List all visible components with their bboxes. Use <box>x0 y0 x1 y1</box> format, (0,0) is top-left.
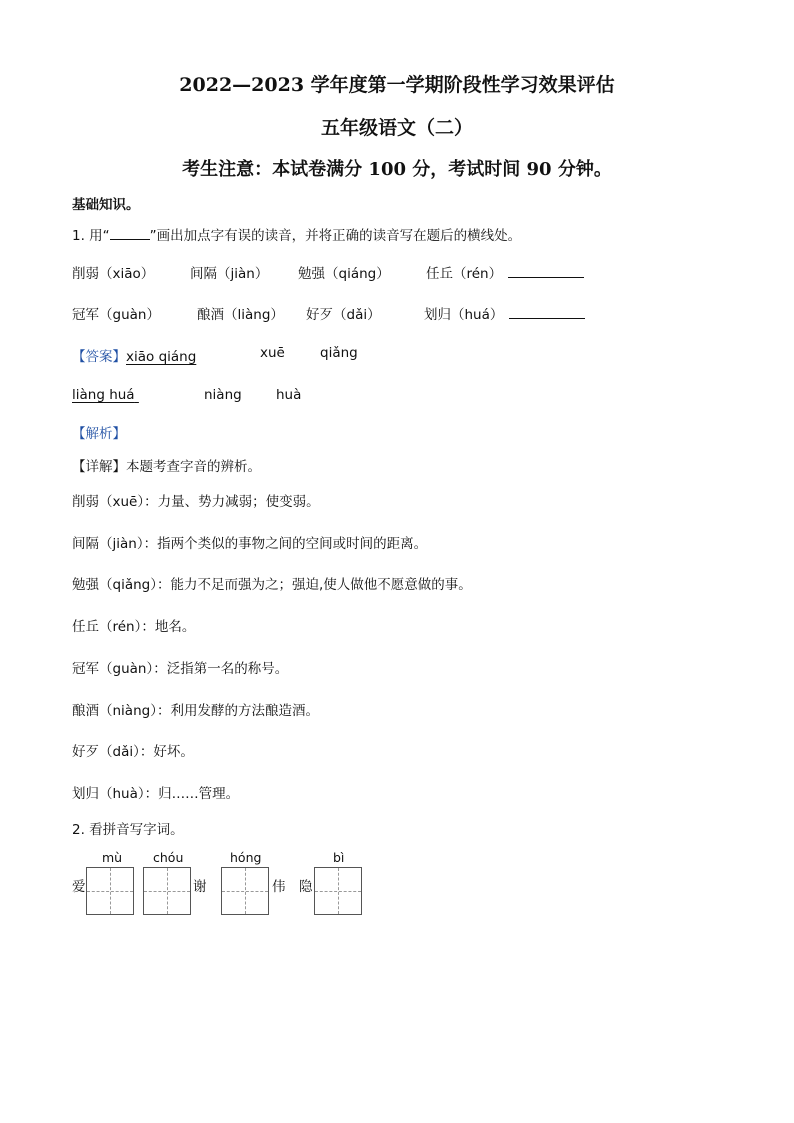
word-char: 隐 <box>299 879 313 895</box>
writing-box[interactable] <box>221 867 269 915</box>
analysis-item: 冠军（guàn）：泛指第一名的称号。 <box>72 661 289 677</box>
writing-box[interactable] <box>86 867 134 915</box>
analysis-item: 划归（huà）：归……管理。 <box>72 786 240 802</box>
q1-prompt: 1. 用“ ”画出加点字有误的读音，并将正确的读音写在题后的横线处。 <box>72 228 522 244</box>
analysis-label: 【解析】 <box>72 426 126 442</box>
word-char: 爱 <box>72 879 86 895</box>
answer-label: 【答案】 <box>72 349 126 365</box>
q1-item: 削弱（xiāo） <box>72 266 155 282</box>
section-heading: 基础知识。 <box>72 197 140 213</box>
analysis-item: 间隔（jiàn）：指两个类似的事物之间的空间或时间的距离。 <box>72 536 428 552</box>
answer-blank-line <box>508 265 584 278</box>
answer-line-1: 【答案】xiāo qiáng <box>72 349 197 365</box>
writing-box[interactable] <box>314 867 362 915</box>
answer-line-2: liàng huá <box>72 387 135 403</box>
q1-item: 勉强（qiáng） <box>298 266 390 282</box>
writing-box[interactable] <box>143 867 191 915</box>
exam-title: 2022—2023 学年度第一学期阶段性学习效果评估 <box>179 74 615 96</box>
q1-item: 酿酒（liàng） <box>197 307 284 323</box>
pinyin-label: hóng <box>230 850 262 865</box>
pinyin-label: mù <box>102 850 123 865</box>
analysis-item: 削弱（xuē）：力量、势力减弱；使变弱。 <box>72 494 320 510</box>
analysis-item: 酿酒（niàng）：利用发酵的方法酿造酒。 <box>72 703 319 719</box>
analysis-item: 任丘（rén）：地名。 <box>72 619 196 635</box>
q1-item: 好歹（dǎi） <box>306 307 381 323</box>
answer-item: huà <box>276 387 302 403</box>
pinyin-label: chóu <box>153 850 184 865</box>
q2-prompt: 2. 看拼音写字词。 <box>72 822 184 838</box>
q1-item: 划归（huá） <box>424 303 585 323</box>
pinyin-label: bì <box>333 850 345 865</box>
analysis-detail: 【详解】本题考查字音的辨析。 <box>72 459 261 475</box>
q1-item: 间隔（jiàn） <box>190 266 269 282</box>
analysis-item: 好歹（dǎi）：好坏。 <box>72 744 194 760</box>
q1-item: 任丘（rén） <box>426 262 584 282</box>
exam-subtitle: 五年级语文（二） <box>320 117 473 139</box>
analysis-item: 勉强（qiǎng）：能力不足而强为之；强迫,使人做他不愿意做的事。 <box>72 577 472 593</box>
word-char: 谢 <box>193 879 207 895</box>
q1-item: 冠军（guàn） <box>72 307 160 323</box>
exam-notice: 考生注意：本试卷满分 100 分，考试时间 90 分钟。 <box>182 159 612 180</box>
word-char: 伟 <box>272 879 286 895</box>
answer-item: xuē <box>260 345 285 361</box>
answer-item: niàng <box>204 387 242 403</box>
answer-item: qiǎng <box>320 345 358 361</box>
answer-blank-line <box>509 306 585 319</box>
